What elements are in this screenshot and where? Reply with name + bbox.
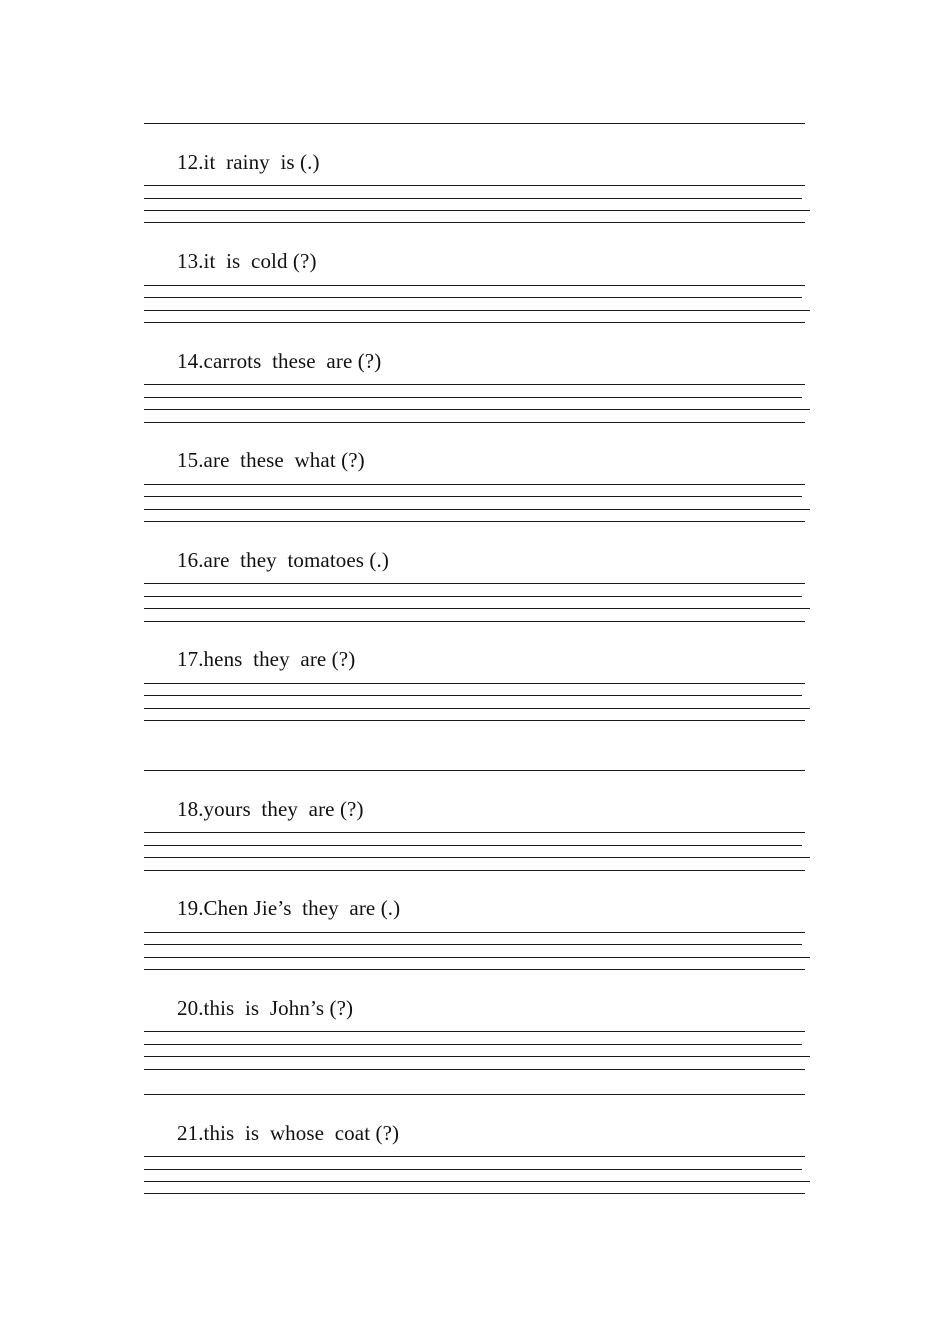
writing-line [144, 1094, 805, 1095]
writing-line [144, 845, 802, 846]
writing-line [144, 310, 810, 311]
writing-line [144, 185, 805, 186]
writing-line [144, 583, 805, 584]
answer-line [144, 770, 805, 771]
question-21: 21.this is whose coat (?) [177, 1121, 400, 1145]
writing-line [144, 222, 805, 223]
writing-line [144, 608, 810, 609]
writing-line [144, 1156, 805, 1157]
writing-line [144, 944, 802, 945]
writing-line [144, 1069, 805, 1070]
question-16: 16.are they tomatoes (.) [177, 548, 389, 572]
writing-line [144, 832, 805, 833]
writing-line [144, 1169, 802, 1170]
writing-line [144, 932, 805, 933]
question-14: 14.carrots these are (?) [177, 349, 382, 373]
writing-line [144, 285, 805, 286]
writing-line [144, 384, 805, 385]
writing-line [144, 596, 802, 597]
writing-line [144, 957, 810, 958]
answer-line [144, 123, 805, 124]
writing-line [144, 870, 805, 871]
writing-line [144, 1044, 802, 1045]
writing-line [144, 397, 802, 398]
question-13: 13.it is cold (?) [177, 249, 317, 273]
writing-line [144, 1056, 810, 1057]
writing-line [144, 695, 802, 696]
writing-line [144, 409, 810, 410]
writing-line [144, 509, 810, 510]
question-12: 12.it rainy is (.) [177, 150, 320, 174]
writing-line [144, 297, 802, 298]
question-18: 18.yours they are (?) [177, 797, 364, 821]
writing-line [144, 198, 802, 199]
writing-line [144, 322, 805, 323]
question-19: 19.Chen Jie’s they are (.) [177, 896, 401, 920]
writing-line [144, 1181, 810, 1182]
writing-line [144, 683, 805, 684]
writing-line [144, 210, 810, 211]
question-17: 17.hens they are (?) [177, 647, 356, 671]
writing-line [144, 521, 805, 522]
writing-line [144, 708, 810, 709]
question-20: 20.this is John’s (?) [177, 996, 354, 1020]
writing-line [144, 496, 802, 497]
writing-line [144, 1031, 805, 1032]
question-15: 15.are these what (?) [177, 448, 365, 472]
writing-line [144, 422, 805, 423]
writing-line [144, 720, 805, 721]
writing-line [144, 857, 810, 858]
writing-line [144, 969, 805, 970]
writing-line [144, 1193, 805, 1194]
writing-line [144, 621, 805, 622]
writing-line [144, 484, 805, 485]
